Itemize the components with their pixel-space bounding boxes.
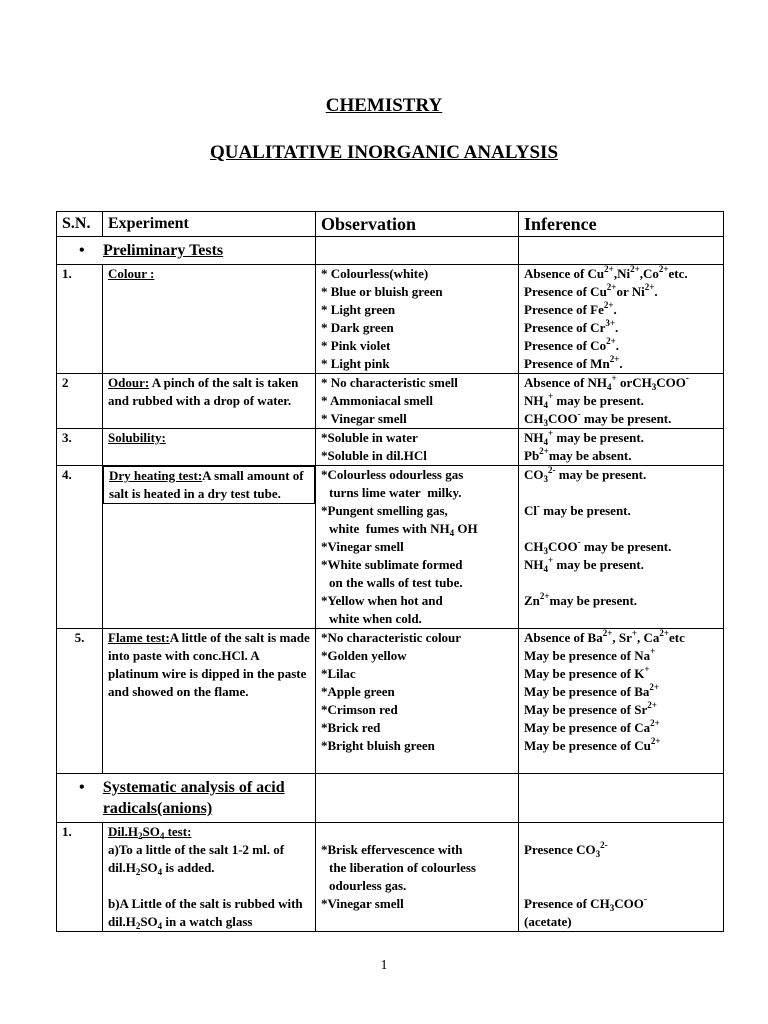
observation-cell: *Colourless odourless gas turns lime water milky. *Pungent smelling gas, white fumes with $NH_4$ OH *Vinegar smell *White sublimate formed on the walls of test tube. *Yellow when hot and white when cold. xyxy=(316,466,519,629)
table-row xyxy=(57,429,724,466)
header-observation: Observation xyxy=(316,212,519,237)
experiment-description: A pinch of the salt is taken and rubbed with a drop of water. xyxy=(108,375,299,408)
experiment-title: Solubility: xyxy=(108,430,166,445)
table-row xyxy=(57,374,724,429)
bullet-icon: • xyxy=(79,779,85,796)
table-row xyxy=(57,823,724,932)
inference-cell: Absence of $NH_4^+$ orCH$_3$COO- $NH_4^+$ may be present. $CH_3COO^-$ may be present. xyxy=(519,374,724,429)
experiment-title: $Dil.H_2SO_4$ test: xyxy=(108,824,192,841)
experiment-description: A little of the salt is made into paste with conc.HCl. A platinum wire is dipped in the paste and showed on the flame. xyxy=(108,630,310,699)
observation-cell: * No characteristic smell * Ammoniacal smell * Vinegar smell xyxy=(316,374,519,429)
header-experiment: Experiment xyxy=(103,212,316,237)
row-sn: 2 xyxy=(57,374,103,429)
table-header-row xyxy=(57,212,724,237)
experiment-cell: $Dil.H_2SO_4$ test: a)To a little of the salt 1-2 ml. of $dil.H_2SO_4$ is added. b)A Little of the salt is rubbed with $dil.H_2SO_4$ in a watch glass xyxy=(103,823,316,932)
inference-cell: Presence $CO_3^{2-}$ Presence of $CH_3COO^-$ (acetate) xyxy=(519,823,724,932)
header-inference: Inference xyxy=(519,212,724,237)
section-row-preliminary xyxy=(57,237,724,265)
section-title-preliminary: Preliminary Tests xyxy=(103,242,224,259)
experiment-title: Odour: xyxy=(108,375,150,390)
table-row xyxy=(57,265,724,374)
observation-cell: * Colourless(white) * Blue or bluish green * Light green * Dark green * Pink violet * Light pink xyxy=(316,265,519,374)
row-sn: 1. xyxy=(57,265,103,374)
page-number: 1 xyxy=(380,958,388,973)
row-sn: 3. xyxy=(57,429,103,466)
analysis-table xyxy=(56,211,724,932)
inference-cell: $NH_4^+$ may be present. $Pb^{2+}may$ be absent. xyxy=(519,429,724,466)
document-title: CHEMISTRY xyxy=(325,95,443,116)
observation-cell: *Brisk effervescence with the liberation of colourless odourless gas. *Vinegar smell xyxy=(316,823,519,932)
experiment-title: Flame test: xyxy=(108,630,170,645)
row-sn: 4. xyxy=(57,466,103,629)
section-title-systematic: Systematic analysis of acid radicals(anions) xyxy=(102,779,285,817)
inference-cell: $CO_3^{2-}$ may be present. Cl- may be present. $CH_3COO^-$ may be present. $NH_4^+$ may be present. $Zn^{2+}may$ be present. xyxy=(519,466,724,629)
experiment-title: Dry heating test: xyxy=(109,468,203,483)
table-row xyxy=(57,629,724,774)
observation-cell: *No characteristic colour *Golden yellow *Lilac *Apple green *Crimson red *Brick red *Bright bluish green xyxy=(316,629,519,774)
row-sn: 1. xyxy=(57,823,103,932)
experiment-title: Colour : xyxy=(108,266,155,281)
section-row-systematic xyxy=(57,774,724,823)
inference-cell: Absence of $Ba^{2+}$, Sr+, $Ca^{2+}etc$ May be presence of Na+ May be presence of K+ May be presence of $Ba^{2+}$ May be presence of $Sr^{2+}$ May be presence of $Ca^{2+}$ May be presence of $Cu^{2+}$ xyxy=(519,629,724,774)
bullet-icon: • xyxy=(79,242,85,259)
table-row xyxy=(57,466,724,629)
experiment-description: A small amount of salt is heated in a dry test tube. xyxy=(109,468,304,501)
row-sn: 5. xyxy=(57,629,103,774)
observation-cell: *Soluble in water *Soluble in dil.HCl xyxy=(316,429,519,466)
header-sn: S.N. xyxy=(57,212,103,237)
inference-cell: Absence of $Cu^{2+},Ni^{2+},Co^{2+}etc$. Presence of $Cu^{2+}or$ $Ni^{2+}$. Presence of $Fe^{2+}$. Presence of $Cr^{3+}$. Presence of $Co^{2+}$. Presence of $Mn^{2+}$. xyxy=(519,265,724,374)
document-subtitle: QUALITATIVE INORGANIC ANALYSIS xyxy=(209,142,559,163)
